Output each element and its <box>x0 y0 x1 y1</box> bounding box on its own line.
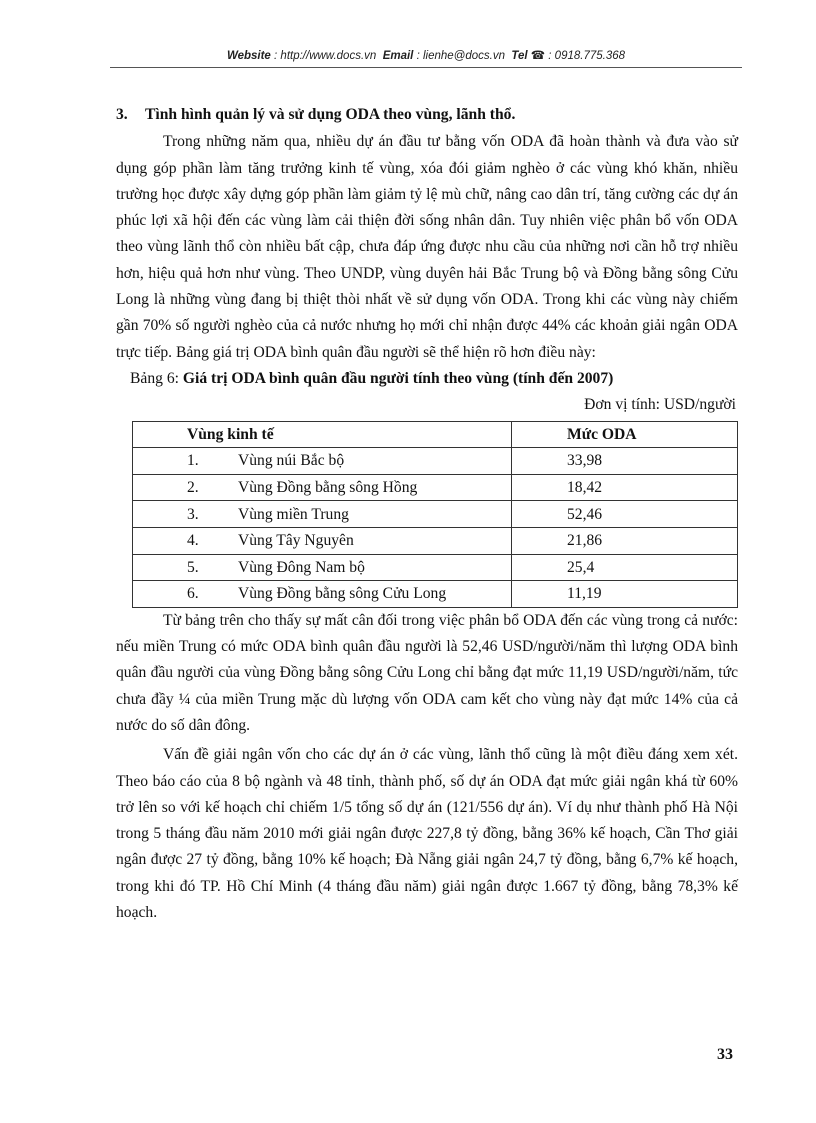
table-row <box>133 581 738 608</box>
oda-value: 25,4 <box>512 554 738 581</box>
table-row <box>133 501 738 528</box>
email-label: Email <box>382 50 414 62</box>
region-name: Vùng Đồng bằng sông Hồng <box>238 479 418 497</box>
page-number: 33 <box>717 1046 733 1063</box>
row-index: 1. <box>187 452 199 470</box>
header-oda: Mức ODA <box>512 421 738 448</box>
website-label: Website <box>226 50 271 62</box>
region-cell <box>133 448 512 475</box>
section-title: Tình hình quản lý và sử dụng ODA theo vùng, lãnh thổ. <box>145 106 516 123</box>
table-row <box>133 474 738 501</box>
region-cell <box>133 581 512 608</box>
table-caption <box>116 366 738 392</box>
header-region: Vùng kinh tế <box>133 421 512 448</box>
tel-label: Tel <box>511 50 528 62</box>
row-index: 5. <box>187 558 199 576</box>
header-divider <box>110 67 742 68</box>
table-caption-prefix: Bảng 6: <box>130 369 179 387</box>
row-index: 4. <box>187 532 199 550</box>
region-name: Vùng miền Trung <box>238 505 349 523</box>
page-content <box>116 102 738 926</box>
region-cell <box>133 501 512 528</box>
table-caption-title: Giá trị ODA bình quân đầu người tính theo vùng (tính đến 2007) <box>182 369 614 387</box>
row-index: 2. <box>187 479 199 497</box>
row-index: 3. <box>187 505 199 523</box>
email-value: : lienhe@docs.vn <box>416 50 505 62</box>
oda-value: 52,46 <box>512 501 738 528</box>
oda-value: 11,19 <box>512 581 738 608</box>
region-name: Vùng núi Bắc bộ <box>238 452 345 470</box>
tel-value: : 0918.775.368 <box>548 50 626 62</box>
table-unit: Đơn vị tính: USD/người <box>584 396 736 414</box>
region-name: Vùng Đông Nam bộ <box>238 558 365 576</box>
oda-value: 33,98 <box>512 448 738 475</box>
section-heading <box>116 102 738 128</box>
table-header-row <box>133 421 738 448</box>
website-value: : http://www.docs.vn <box>274 50 377 62</box>
table-row <box>133 554 738 581</box>
region-cell <box>133 474 512 501</box>
region-cell <box>133 554 512 581</box>
paragraph-2: Từ bảng trên cho thấy sự mất cân đối trong việc phân bổ ODA đến các vùng trong cả nước: nếu miền Trung có mức ODA bình quân đầu người là 52,46 USD/người/năm thì lượng ODA bình quân đầu người của vùng Đồng bằng sông Cửu Long chỉ bằng đạt mức 11,19 USD/người/năm, tức chưa đầy ¼ của miền Trung mặc dù lượng vốn ODA cam kết cho vùng này đạt mức 14% của cả nước do số dân đông. <box>116 611 738 734</box>
oda-table <box>132 421 738 608</box>
row-index: 6. <box>187 585 199 603</box>
phone-icon: ☎ <box>530 50 546 62</box>
oda-value: 21,86 <box>512 527 738 554</box>
page-header <box>110 48 742 62</box>
region-cell <box>133 527 512 554</box>
table-row <box>133 448 738 475</box>
section-number: 3. <box>116 106 128 123</box>
oda-value: 18,42 <box>512 474 738 501</box>
region-name: Vùng Đồng bằng sông Cửu Long <box>238 585 447 603</box>
region-name: Vùng Tây Nguyên <box>238 532 354 550</box>
paragraph-1: Trong những năm qua, nhiều dự án đầu tư bằng vốn ODA đã hoàn thành và đưa vào sử dụng góp phần làm tăng trưởng kinh tế vùng, xóa đói giảm nghèo ở các vùng khó khăn, nhiều trường học được xây dựng góp phần làm giảm tỷ lệ mù chữ, nâng cao dân trí, tăng cường các dự án phúc lợi xã hội đến các vùng làm cải thiện đời sống nhân dân. Tuy nhiên việc phân bổ vốn ODA theo vùng lãnh thổ còn nhiều bất cập, chưa đáp ứng được nhu cầu của những nơi cần hỗ trợ nhiều hơn, hiệu quả hơn như vùng. Theo UNDP, vùng duyên hải Bắc Trung bộ và Đồng bằng sông Cửu Long là những vùng đang bị thiệt thòi nhất về sử dụng vốn ODA. Trong khi các vùng này chiếm gần 70% số người nghèo của cả nước nhưng họ mới chỉ nhận được 44% các khoản giải ngân ODA trực tiếp. Bảng giá trị ODA bình quân đầu người sẽ thể hiện rõ hơn điều này: <box>116 133 738 361</box>
table-row <box>133 527 738 554</box>
paragraph-3: Vấn đề giải ngân vốn cho các dự án ở các vùng, lãnh thổ cũng là một điều đáng xem xét. Theo báo cáo của 8 bộ ngành và 48 tỉnh, thành phố, số dự án ODA đạt mức giải ngân khá từ 60% trở lên so với kế hoạch chỉ chiếm 1/5 tổng số dự án (121/556 dự án). Ví dụ như thành phố Hà Nội trong 5 tháng đầu năm 2010 mới giải ngân được 227,8 tỷ đồng, bằng 36% kế hoạch, Cần Thơ giải ngân được 27 tỷ đồng, bằng 10% kế hoạch; Đà Nẵng giải ngân 24,7 tỷ đồng, bằng 6,7% kế hoạch, trong khi đó TP. Hồ Chí Minh (4 tháng đầu năm) giải ngân được 1.667 tỷ đồng, bằng 78,3% kế hoạch. <box>116 746 738 921</box>
